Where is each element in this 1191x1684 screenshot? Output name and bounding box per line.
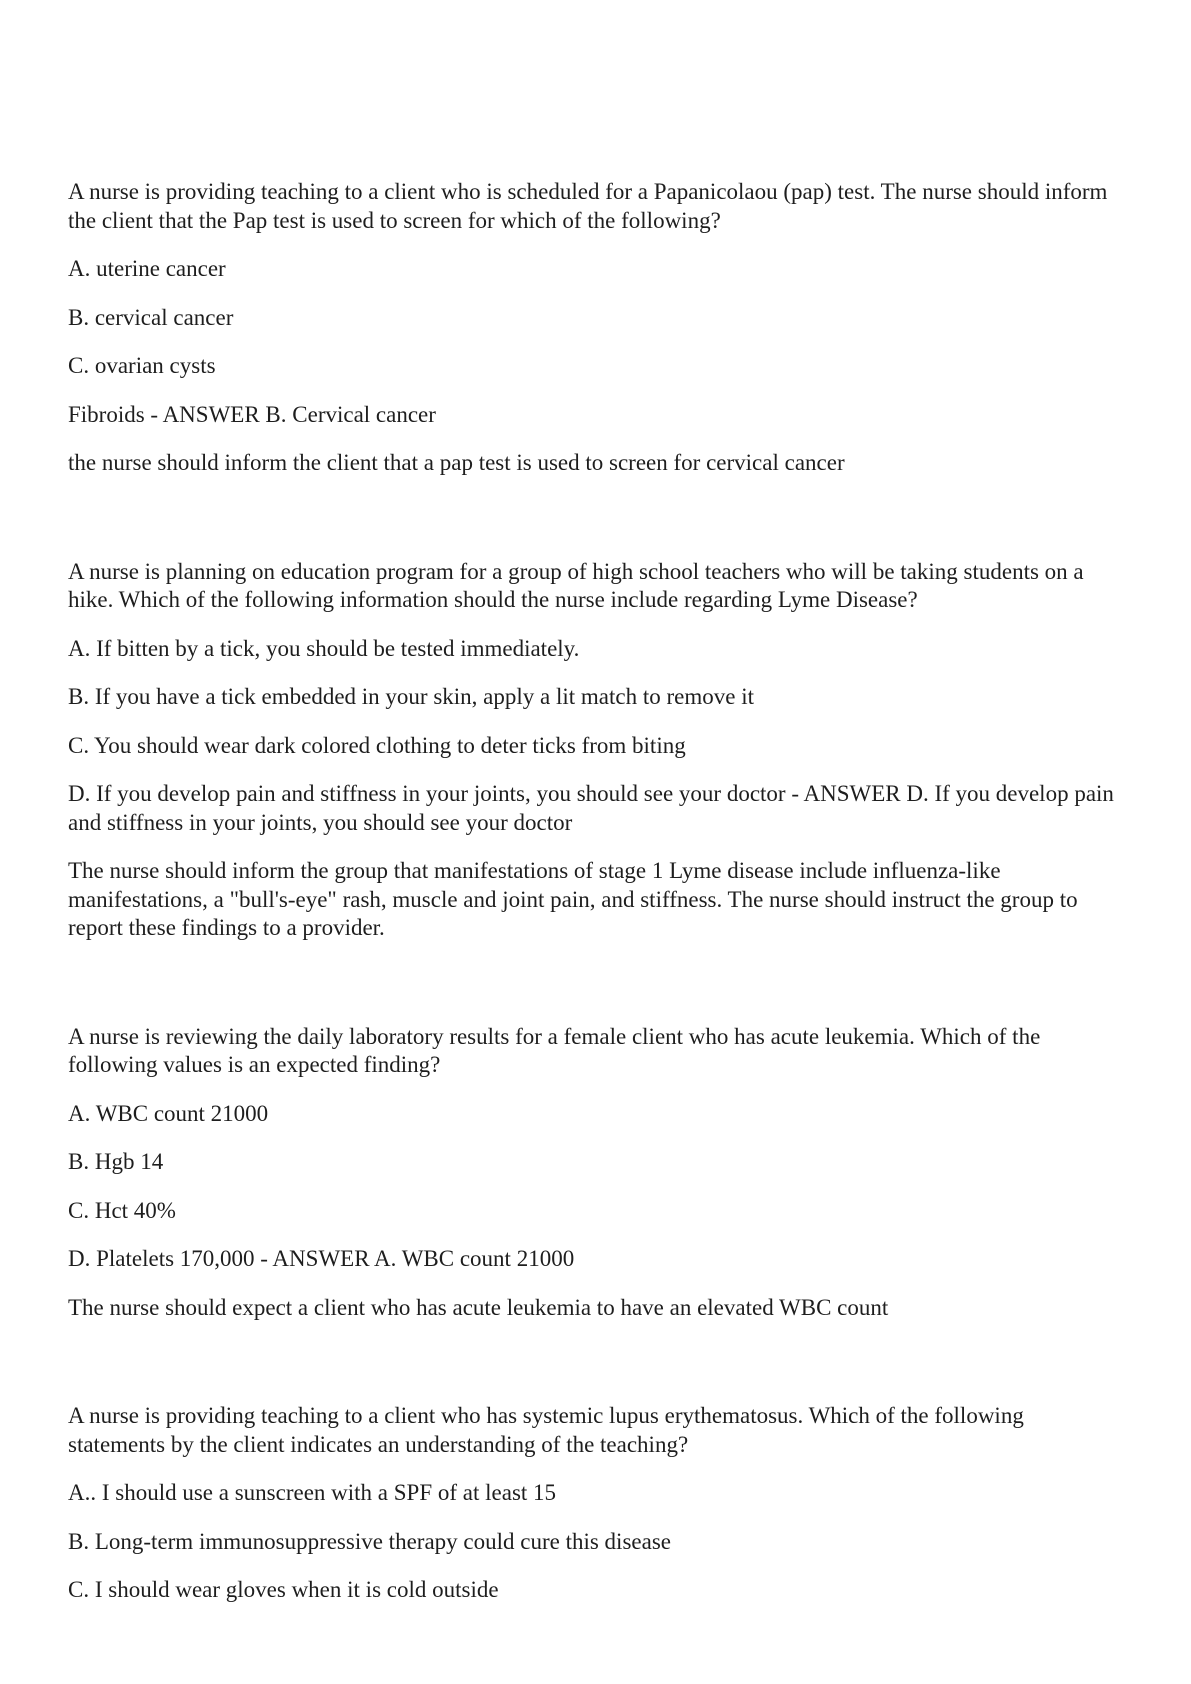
answer-option: A. uterine cancer [68, 256, 226, 281]
question-2 [68, 558, 1121, 943]
question-stem: A nurse is planning on education program for a group of high school teachers who will be taking students on a hike. Which of the following information should the nurse include regarding Lyme Disease? [68, 558, 1084, 612]
answer-option: C. You should wear dark colored clothing to deter ticks from biting [68, 732, 686, 758]
question-1 [68, 178, 1121, 478]
answer-key: D. If you develop pain and stiffness in your joints, you should see your doctor - ANSWER D. If you develop pain and stiffness in your joints, you should see your doctor [68, 781, 1114, 835]
rationale: The nurse should expect a client who has acute leukemia to have an elevated WBC count [68, 1294, 889, 1320]
answer-option: C. ovarian cysts [68, 353, 216, 378]
question-3 [68, 1023, 1121, 1323]
answer-option: A. If bitten by a tick, you should be tested immediately. [68, 635, 580, 661]
answer-option: A.. I should use a sunscreen with a SPF of at least 15 [68, 1480, 557, 1505]
question-stem: A nurse is providing teaching to a client who has systemic lupus erythematosus. Which of the following statements by the client indicates an understanding of the teaching? [68, 1403, 1024, 1457]
rationale: the nurse should inform the client that a pap test is used to screen for cervical cancer [68, 450, 845, 475]
answer-key: Fibroids - ANSWER B. Cervical cancer [68, 401, 436, 427]
answer-option: C. I should wear gloves when it is cold outside [68, 1577, 499, 1602]
answer-option: B. Long-term immunosuppressive therapy could cure this disease [68, 1528, 671, 1554]
question-stem: A nurse is providing teaching to a client who is scheduled for a Papanicolaou (pap) test. The nurse should inform the client that the Pap test is used to screen for which of the following? [68, 179, 1108, 233]
answer-option: B. cervical cancer [68, 304, 234, 330]
answer-key: D. Platelets 170,000 - ANSWER A. WBC count 21000 [68, 1246, 575, 1271]
answer-option: C. Hct 40% [68, 1197, 176, 1223]
question-4 [68, 1402, 1121, 1605]
rationale: The nurse should inform the group that manifestations of stage 1 Lyme disease include influenza-like manifestations, a "bull's-eye" rash, muscle and joint pain, and stiffness. The nurse should instruct the group to report these findings to a provider. [68, 858, 1078, 940]
question-stem: A nurse is reviewing the daily laboratory results for a female client who has acute leukemia. Which of the following values is an expected finding? [68, 1023, 1041, 1077]
answer-option: B. If you have a tick embedded in your skin, apply a lit match to remove it [68, 684, 754, 709]
answer-option: A. WBC count 21000 [68, 1100, 269, 1126]
answer-option: B. Hgb 14 [68, 1149, 164, 1174]
